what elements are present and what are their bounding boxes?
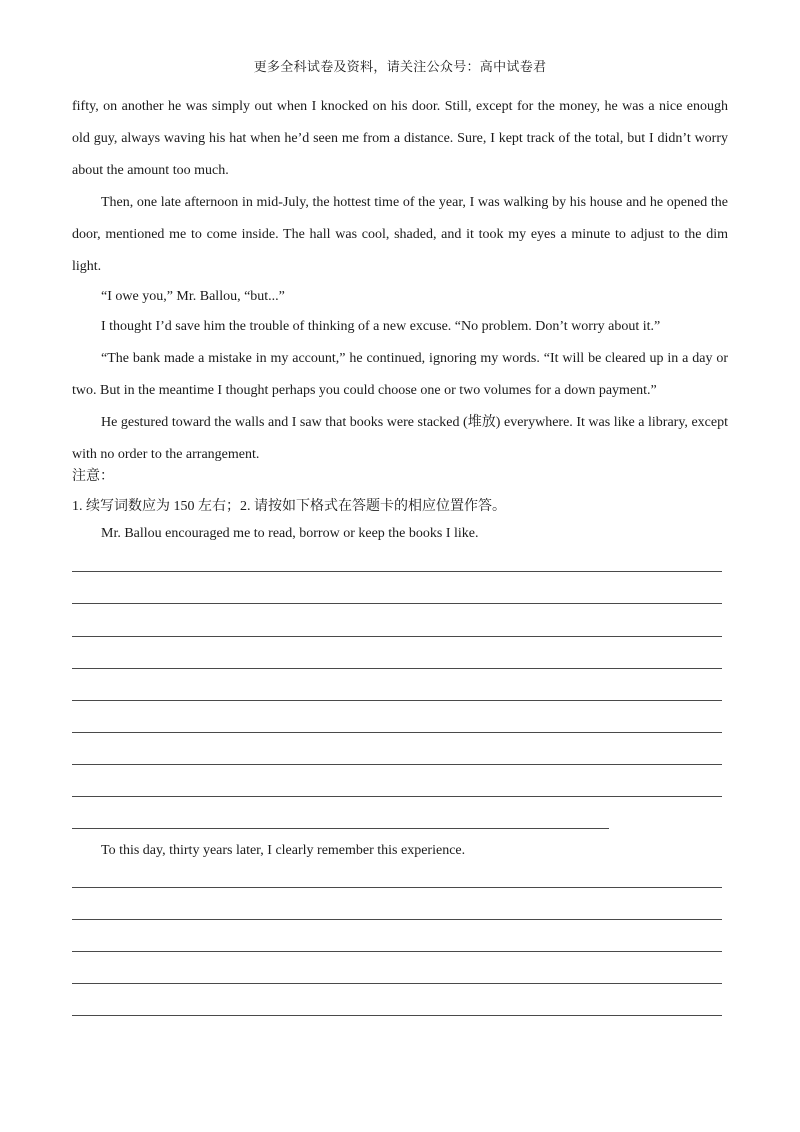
answer-line[interactable] xyxy=(72,919,722,920)
answer-line[interactable] xyxy=(72,668,722,669)
paragraph-1: fifty, on another he was simply out when I knocked on his door. Still, except for the money, he was a nice enough old guy, always waving his hat when he’d seen me from a distance. Sure, I kept track of the total, but I didn’t worry about the amount too much. xyxy=(72,99,728,178)
answer-line[interactable] xyxy=(72,983,722,984)
paragraph-6: He gestured toward the walls and I saw that books were stacked (堆放) everywhere. It was like a library, except with no order to the arrangement. xyxy=(72,415,728,462)
paragraph-5: “The bank made a mistake in my account,” he continued, ignoring my words. “It will be cleared up in a day or two. But in the meantime I thought perhaps you could choose one or two volumes for a down payment.” xyxy=(72,351,728,398)
continuation-prompt-2: To this day, thirty years later, I clearly remember this experience. xyxy=(101,843,466,858)
notes-instructions: 1. 续写词数应为 150 左右；2. 请按如下格式在答题卡的相应位置作答。 xyxy=(72,499,506,514)
paragraph-2: Then, one late afternoon in mid-July, the hottest time of the year, I was walking by his house and he opened the door, mentioned me to come inside. The hall was cool, shaded, and it took my eyes a minute to adjust to the dim light. xyxy=(72,195,728,274)
answer-line[interactable] xyxy=(72,1015,722,1016)
answer-line[interactable] xyxy=(72,732,722,733)
paragraph-4: I thought I’d save him the trouble of thinking of a new excuse. “No problem. Don’t worry about it.” xyxy=(101,319,661,334)
answer-line[interactable] xyxy=(72,828,609,829)
answer-line[interactable] xyxy=(72,951,722,952)
continuation-prompt-1: Mr. Ballou encouraged me to read, borrow or keep the books I like. xyxy=(101,526,479,541)
paragraph-3: “I owe you,” Mr. Ballou, “but...” xyxy=(101,289,285,304)
answer-line[interactable] xyxy=(72,764,722,765)
answer-line[interactable] xyxy=(72,571,722,572)
answer-line[interactable] xyxy=(72,887,722,888)
answer-line[interactable] xyxy=(72,636,722,637)
page-header: 更多全科试卷及资料，请关注公众号：高中试卷君 xyxy=(253,59,547,74)
story-passage xyxy=(72,91,728,471)
answer-line[interactable] xyxy=(72,603,722,604)
answer-line[interactable] xyxy=(72,796,722,797)
answer-line[interactable] xyxy=(72,700,722,701)
notes-heading: 注意： xyxy=(72,469,114,484)
